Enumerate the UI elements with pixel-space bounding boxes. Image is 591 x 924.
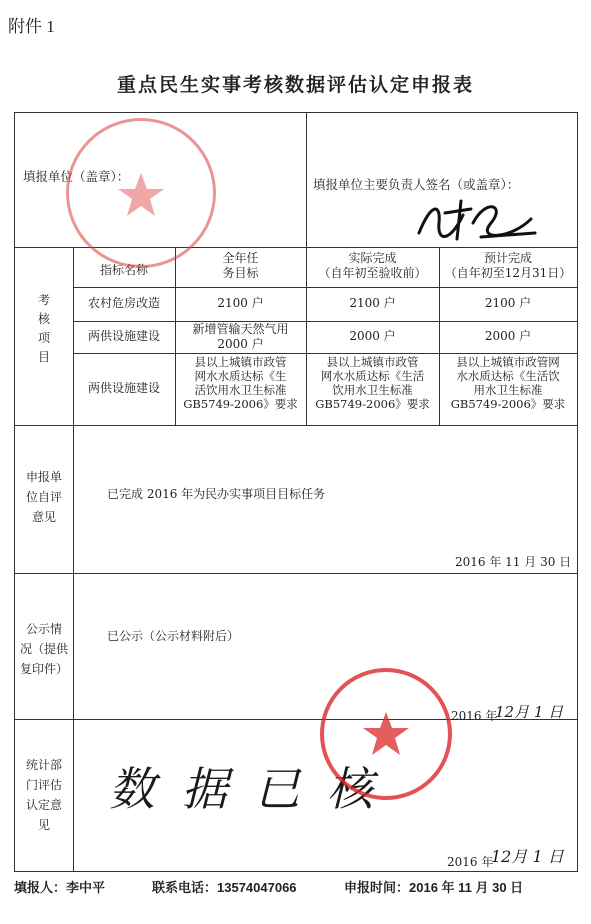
responsible-signature bbox=[411, 193, 541, 247]
row2-target: 新增管输天然气用 2000 户 bbox=[192, 322, 289, 351]
stats-date-hand: 12月 1 日 bbox=[491, 847, 564, 866]
row1-target: 2100 户 bbox=[217, 296, 264, 310]
row2-expected: 2000 户 bbox=[484, 329, 532, 343]
row3-actual: 县以上城镇市政管 网水水质达标《生活 饮用水卫生标准 GB5749-2006》要求 bbox=[315, 355, 430, 411]
publicity-date-hand: 12月 1 日 bbox=[495, 703, 564, 721]
row-divider bbox=[15, 425, 577, 426]
self-eval-label: 申报单 位自评 意见 bbox=[25, 470, 62, 524]
col-header-name: 指标名称 bbox=[99, 263, 148, 277]
row3-name: 两供设施建设 bbox=[87, 381, 160, 395]
assessment-side-label: 考 核 项 目 bbox=[37, 293, 50, 364]
filler-info: 填报人：李中平 bbox=[14, 880, 106, 895]
submit-time: 申报时间：2016 年 11 月 30 日 bbox=[344, 880, 524, 895]
publicity-label: 公示情 况（提供 复印件） bbox=[19, 622, 68, 676]
stats-handwriting: 数 据 已 核 bbox=[109, 762, 379, 816]
publicity-date-prefix: 2016 年 bbox=[451, 709, 498, 723]
self-eval-text: 已完成 2016 年为民办实事项目目标任务 bbox=[107, 487, 326, 501]
row-divider bbox=[73, 287, 577, 288]
phone-info: 联系电话：13574047066 bbox=[152, 880, 297, 895]
row3-expected: 县以上城镇市政管网 水水质达标《生活饮 用水卫生标准 GB5749-2006》要求 bbox=[450, 355, 566, 411]
row2-name: 两供设施建设 bbox=[87, 329, 160, 343]
responsible-label: 填报单位主要负责人签名（或盖章）： bbox=[313, 177, 520, 192]
reporting-unit-label: 填报单位（盖章）： bbox=[23, 169, 130, 184]
publicity-text: 已公示（公示材料附后） bbox=[107, 629, 240, 643]
page-title: 重点民生实事考核数据评估认定申报表 bbox=[116, 74, 474, 96]
col-header-target: 全年任 务目标 bbox=[222, 251, 259, 280]
col-header-actual: 实际完成 （自年初至验收前） bbox=[318, 251, 427, 280]
col-divider bbox=[306, 113, 307, 247]
construction-bureau-seal bbox=[66, 118, 216, 268]
attachment-label: 附件 1 bbox=[8, 17, 55, 36]
statistics-bureau-seal bbox=[320, 668, 452, 800]
col-header-expected: 预计完成 （自年初至12月31日） bbox=[444, 251, 572, 280]
row-divider bbox=[73, 321, 577, 322]
row3-target: 县以上城镇市政管 网水水质达标《生 活饮用水卫生标准 GB5749-2006》要求 bbox=[183, 355, 298, 411]
self-eval-date: 2016 年 11 月 30 日 bbox=[455, 555, 572, 569]
stats-label: 统计部 门评估 认定意 见 bbox=[25, 758, 62, 832]
row-divider bbox=[15, 573, 577, 574]
row1-actual: 2100 户 bbox=[349, 296, 396, 310]
stats-date-prefix: 2016 年 bbox=[447, 855, 494, 869]
row1-name: 农村危房改造 bbox=[87, 296, 160, 310]
row-divider bbox=[73, 353, 577, 354]
row1-expected: 2100 户 bbox=[484, 296, 532, 310]
row2-actual: 2000 户 bbox=[349, 329, 396, 343]
